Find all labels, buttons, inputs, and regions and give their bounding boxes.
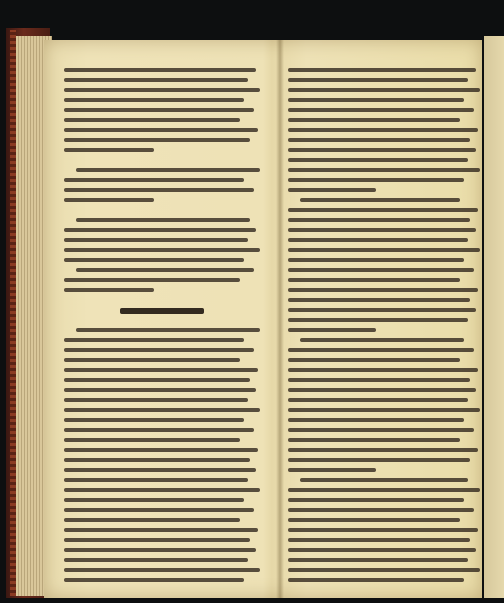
text-line	[288, 208, 478, 212]
text-line	[76, 268, 254, 272]
text-line	[64, 348, 254, 352]
text-line	[64, 78, 248, 82]
text-line	[288, 508, 474, 512]
text-line	[288, 398, 468, 402]
text-line	[64, 488, 260, 492]
text-line	[288, 498, 464, 502]
text-line	[64, 128, 258, 132]
text-line	[288, 408, 480, 412]
text-line	[288, 78, 468, 82]
text-line	[288, 548, 476, 552]
text-line	[288, 158, 468, 162]
text-line	[64, 288, 154, 292]
text-line	[288, 568, 480, 572]
text-line	[288, 88, 480, 92]
section-heading	[120, 308, 204, 314]
text-line	[288, 108, 474, 112]
text-line	[288, 218, 470, 222]
text-line	[288, 298, 470, 302]
page-gutter	[276, 40, 284, 598]
text-line	[64, 148, 154, 152]
text-line	[64, 178, 244, 182]
text-line	[288, 488, 480, 492]
text-line	[288, 468, 376, 472]
text-line	[288, 328, 376, 332]
text-line	[64, 408, 260, 412]
text-line	[64, 138, 250, 142]
text-line	[288, 428, 474, 432]
text-line	[76, 168, 260, 172]
text-line	[288, 418, 464, 422]
text-line	[64, 478, 248, 482]
text-line	[64, 358, 240, 362]
text-line	[288, 138, 470, 142]
text-line	[64, 528, 258, 532]
text-line	[64, 568, 260, 572]
text-line	[300, 198, 461, 202]
text-line	[64, 518, 240, 522]
text-line	[64, 198, 154, 202]
text-line	[64, 578, 244, 582]
text-line	[288, 578, 464, 582]
text-line	[64, 228, 256, 232]
text-line	[64, 118, 240, 122]
text-line	[288, 238, 468, 242]
text-line	[288, 68, 476, 72]
text-line	[64, 428, 254, 432]
text-line	[64, 378, 250, 382]
next-page-edge	[484, 36, 504, 598]
text-line	[64, 368, 258, 372]
text-line	[64, 558, 248, 562]
text-line	[64, 278, 240, 282]
text-line	[288, 278, 460, 282]
text-line	[288, 258, 464, 262]
text-line	[64, 88, 260, 92]
text-line	[288, 288, 478, 292]
text-line	[76, 218, 250, 222]
text-line	[288, 368, 478, 372]
text-line	[300, 338, 465, 342]
text-line	[64, 458, 250, 462]
text-line	[64, 238, 248, 242]
text-line	[64, 468, 256, 472]
text-line	[288, 378, 470, 382]
left-column	[64, 68, 264, 588]
text-line	[64, 98, 244, 102]
text-line	[64, 498, 244, 502]
text-line	[288, 518, 460, 522]
text-line	[288, 308, 476, 312]
text-line	[64, 248, 260, 252]
text-line	[288, 448, 478, 452]
text-line	[64, 398, 248, 402]
text-line	[288, 228, 476, 232]
text-line	[288, 358, 460, 362]
text-line	[64, 338, 244, 342]
text-line	[288, 178, 464, 182]
text-line	[64, 388, 256, 392]
text-line	[64, 548, 256, 552]
text-line	[64, 108, 254, 112]
text-line	[64, 418, 244, 422]
text-line	[288, 528, 478, 532]
right-column	[288, 68, 484, 588]
text-line	[288, 558, 468, 562]
text-line	[288, 98, 464, 102]
text-line	[76, 328, 260, 332]
text-line	[64, 538, 250, 542]
text-line	[64, 68, 256, 72]
text-line	[64, 438, 240, 442]
text-line	[288, 118, 460, 122]
text-line	[288, 188, 376, 192]
text-line	[64, 448, 258, 452]
text-line	[64, 508, 254, 512]
text-line	[288, 268, 474, 272]
text-line	[64, 188, 254, 192]
text-line	[288, 248, 480, 252]
text-line	[288, 148, 476, 152]
text-line	[64, 258, 244, 262]
text-line	[300, 478, 469, 482]
text-line	[288, 168, 480, 172]
text-line	[288, 128, 478, 132]
text-line	[288, 348, 474, 352]
text-line	[288, 458, 470, 462]
text-line	[288, 318, 468, 322]
text-line	[288, 538, 470, 542]
text-line	[288, 438, 460, 442]
text-line	[288, 388, 476, 392]
